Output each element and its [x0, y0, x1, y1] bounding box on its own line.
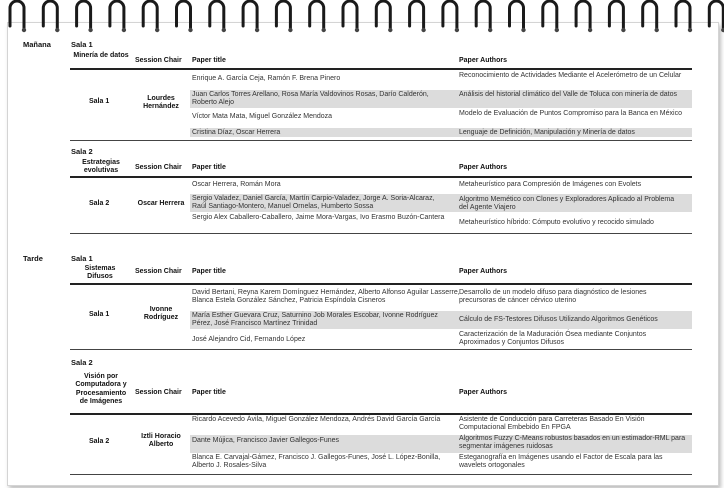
table-rule — [70, 349, 692, 350]
spiral-binding — [0, 0, 724, 36]
session-chair: Ivonne Rodríguez — [143, 306, 179, 322]
binding-ring — [476, 1, 492, 32]
paper-title: Metaheurístico para Compresión de Imágenes con Evolets — [459, 181, 642, 188]
paper-authors: Dante Mújica, Francisco Javier Gallegos-Funes — [192, 437, 340, 444]
binding-ring — [343, 1, 359, 32]
binding-ring — [410, 1, 426, 32]
binding-ring — [643, 1, 659, 32]
paper-title: Reconocimiento de Actividades Mediante el Acelerómetro de un Celular — [459, 72, 682, 79]
session-heading: Sala 1 — [71, 254, 93, 263]
table-rule — [70, 474, 692, 475]
column-header-chair: Session Chair — [135, 57, 182, 64]
paper-authors: Víctor Mata Mata, Miguel González Mendoza — [192, 113, 333, 120]
paper-authors: Sergio Alex Caballero-Caballero, Jaime Mora-Vargas, Ivo Erasmo Buzón-Cantera — [192, 214, 445, 221]
paper-authors: Enrique A. García Ceja, Ramón F. Brena Pinero — [192, 75, 341, 82]
table-rule — [70, 413, 692, 415]
session-heading: Sala 1 — [71, 40, 93, 49]
table-rule — [70, 68, 692, 70]
paper-authors: Juan Carlos Torres Arellano, Rosa María Valdovinos Rosas, Darío Calderón, Roberto Alejo — [192, 91, 429, 107]
paper-title: Modelo de Evaluación de Puntos Compromiso para la Banca en México — [459, 110, 682, 117]
table-rule — [70, 140, 692, 141]
binding-ring — [10, 1, 26, 32]
column-header-authors: Paper Authors — [459, 164, 507, 171]
binding-ring — [243, 1, 259, 32]
column-header-chair: Session Chair — [135, 164, 182, 171]
paper-authors: José Alejandro Cid, Fernando López — [192, 336, 306, 343]
session-chair: Lourdes Hernández — [143, 95, 179, 111]
paper-authors: Cristina Díaz, Oscar Herrera — [192, 129, 281, 136]
track-name: Estrategias evolutivas — [82, 159, 120, 175]
session-heading: Sala 2 — [71, 147, 93, 156]
binding-ring — [276, 1, 292, 32]
paper-title: Caracterización de la Maduración Ósea mediante Conjuntos Aproximados y Conjuntos Difusos — [459, 331, 647, 347]
column-header-title: Paper title — [192, 268, 226, 275]
room-name: Sala 1 — [89, 311, 110, 318]
paper-title: Análisis del historial climático del Valle de Toluca con minería de datos — [459, 91, 678, 98]
binding-ring — [543, 1, 559, 32]
paper-authors: Oscar Herrera, Román Mora — [192, 181, 281, 188]
column-header-title: Paper title — [192, 389, 226, 396]
column-header-title: Paper title — [192, 164, 226, 171]
binding-ring — [576, 1, 592, 32]
binding-ring — [676, 1, 692, 32]
binding-ring — [77, 1, 93, 32]
column-header-authors: Paper Authors — [459, 268, 507, 275]
room-name: Sala 2 — [89, 200, 110, 207]
track-name: Visión por Computadora y Procesamiento de Imágenes — [75, 373, 127, 406]
binding-ring — [177, 1, 193, 32]
table-rule — [70, 233, 692, 234]
paper-authors: Ricardo Acevedo Ávila, Miguel González Mendoza, Andrés David García García — [192, 416, 441, 423]
paper-title: Desarrollo de un modelo difuso para diagnóstico de lesiones precursoras de cáncer cérvico uterino — [459, 289, 647, 305]
binding-ring — [310, 1, 326, 32]
room-name: Sala 2 — [89, 438, 110, 445]
column-header-chair: Session Chair — [135, 389, 182, 396]
binding-ring — [709, 1, 724, 32]
binding-ring — [376, 1, 392, 32]
column-header-authors: Paper Authors — [459, 389, 507, 396]
session-chair: Iztli Horacio Alberto — [141, 433, 181, 449]
paper-title: Lenguaje de Definición, Manipulación y Minería de datos — [459, 129, 635, 136]
binding-ring — [143, 1, 159, 32]
binding-ring — [110, 1, 126, 32]
binding-ring — [609, 1, 625, 32]
period-label: Mañana — [23, 40, 51, 49]
column-header-authors: Paper Authors — [459, 57, 507, 64]
paper-title: Cálculo de FS-Testores Difusos Utilizando Algoritmos Genéticos — [459, 316, 658, 323]
paper-title: Algoritmo Memético con Clones y Exploradores Aplicado al Problema del Agente Viajero — [459, 196, 675, 212]
binding-ring — [210, 1, 226, 32]
binding-ring — [43, 1, 59, 32]
session-heading: Sala 2 — [71, 358, 93, 367]
paper-authors: Blanca E. Carvajal-Gámez, Francisco J. Gallegos-Funes, José L. López-Bonilla, Alberto J. Rosales-Silva — [192, 454, 441, 470]
paper-authors: Sergio Valadez, Daniel García, Martín Carpio-Valadez, Jorge A. Soria-Alcaraz, Raúl Santiago-Montero, Manuel Ornelas, Humberto Sossa — [192, 195, 435, 211]
paper-title: Asistente de Conducción para Carreteras Basado En Visión Computacional Embebido En FPGA — [459, 416, 645, 432]
column-header-chair: Session Chair — [135, 268, 182, 275]
track-name: Sistemas Difusos — [84, 265, 116, 281]
period-label: Tarde — [23, 254, 43, 263]
session-chair: Oscar Herrera — [137, 200, 185, 207]
binding-ring — [443, 1, 459, 32]
track-name: Minería de datos — [73, 52, 129, 59]
paper-title: Metaheurístico híbrido: Cómputo evolutivo y recocido simulado — [459, 219, 654, 226]
binding-ring — [510, 1, 526, 32]
table-rule — [70, 176, 692, 178]
paper-title: Esteganografía en Imágenes usando el Factor de Escala para las wavelets ortogonales — [459, 454, 663, 470]
paper-title: Algoritmos Fuzzy C-Means robustos basados en un estimador-RML para segmentar imágenes ruidosas — [459, 435, 686, 451]
table-rule — [70, 283, 692, 285]
room-name: Sala 1 — [89, 98, 110, 105]
paper-authors: David Bertani, Reyna Karem Domínguez Hernández, Alberto Alfonso Aguilar Lasserre, Blanca Estela González Sánchez, Patricia Espíndola Cisneros — [192, 289, 460, 305]
paper-authors: María Esther Guevara Cruz, Saturnino Job Morales Escobar, Ivonne Rodríguez Pérez, José Francisco Martínez Trinidad — [192, 312, 438, 328]
column-header-title: Paper title — [192, 57, 226, 64]
